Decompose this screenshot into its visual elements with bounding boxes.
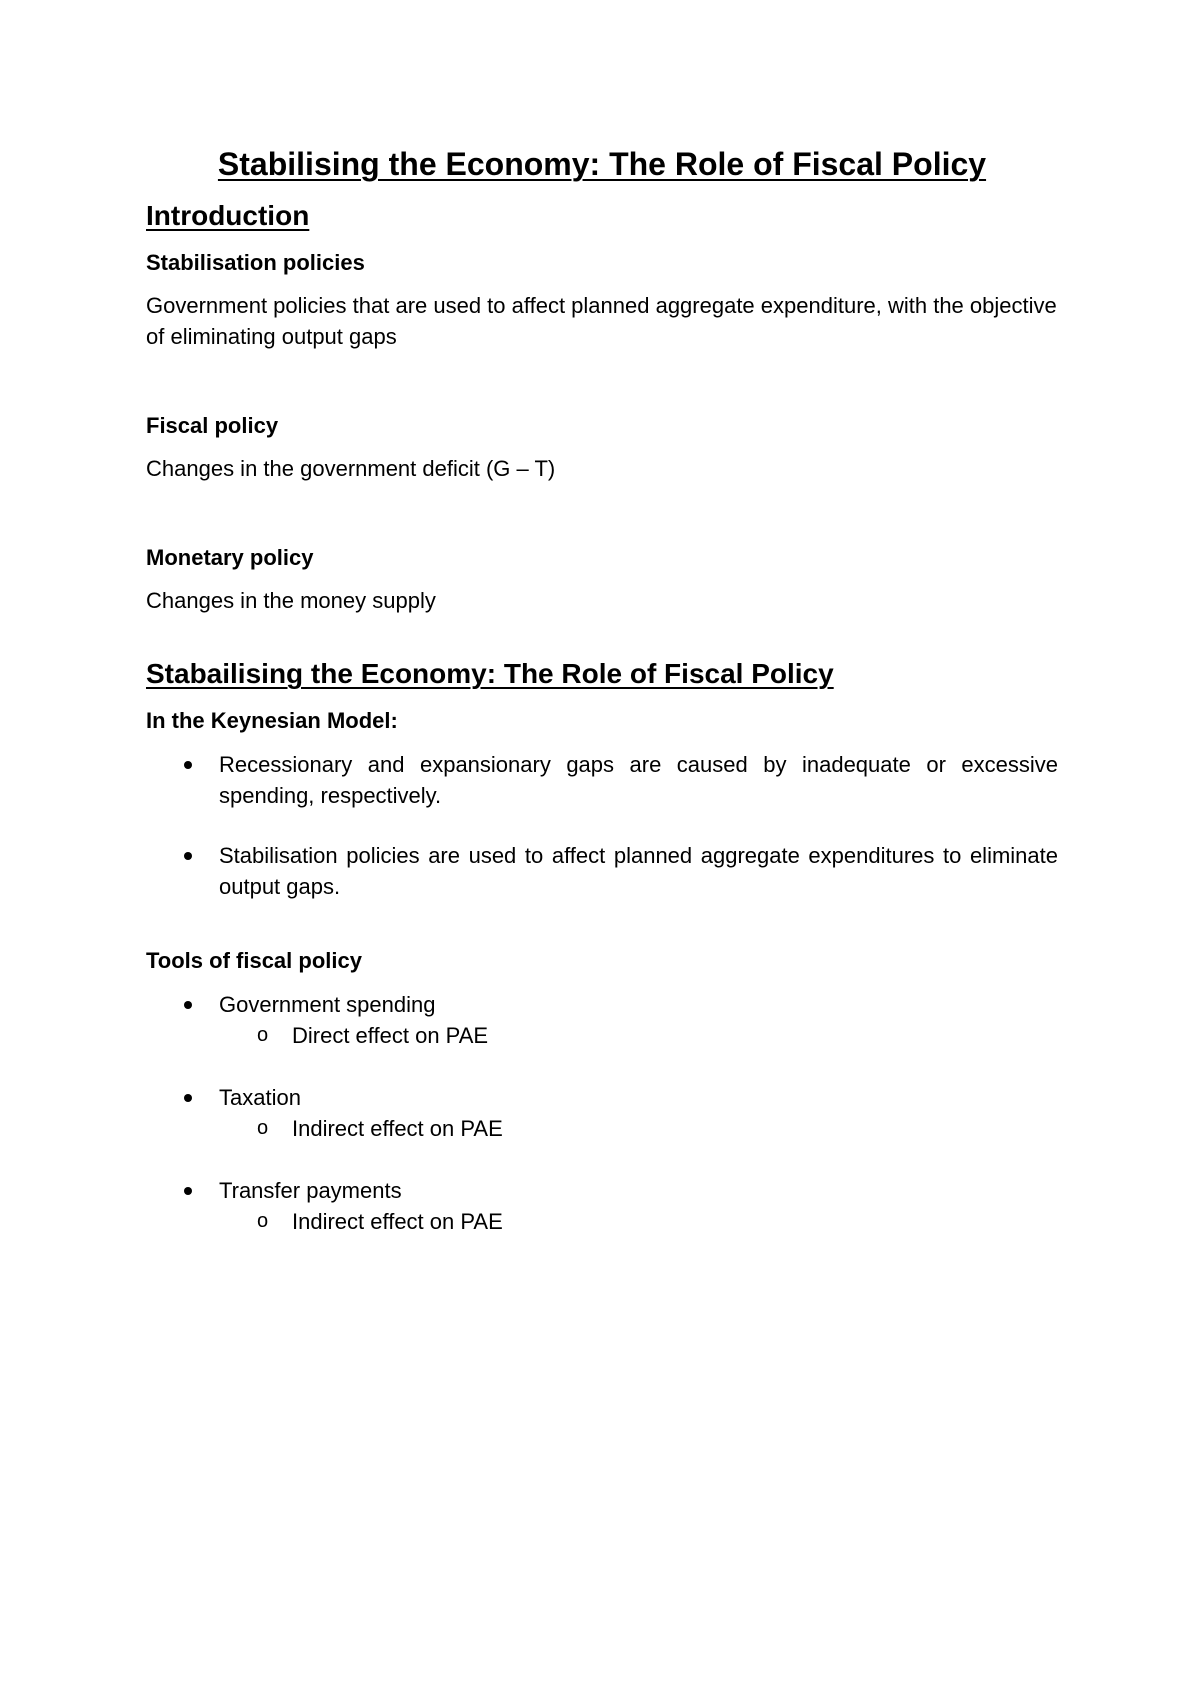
keynesian-point-text: Recessionary and expansionary gaps are caused by inadequate or excessive spending, respectively. <box>219 752 1058 808</box>
tools-heading: Tools of fiscal policy <box>146 948 362 973</box>
bullet-icon <box>184 1187 192 1195</box>
term-stabilisation-policies: Stabilisation policies <box>146 250 365 275</box>
sub-list <box>219 1206 1058 1237</box>
tool-effect: Direct effect on PAE <box>292 1023 489 1048</box>
bullet-icon <box>184 852 192 860</box>
list-item <box>146 840 1058 902</box>
bullet-icon <box>184 1001 192 1009</box>
list-item <box>146 1082 1058 1144</box>
tool-name: Taxation <box>219 1085 301 1110</box>
sub-bullet-marker: o <box>257 1024 269 1046</box>
section-heading-introduction: Introduction <box>146 200 310 231</box>
sub-list-item <box>219 1020 1058 1051</box>
sub-bullet-marker: o <box>257 1117 269 1139</box>
sub-bullet-marker: o <box>257 1210 269 1232</box>
list-item <box>146 749 1058 811</box>
term-monetary-policy: Monetary policy <box>146 545 314 570</box>
sub-list-item <box>219 1206 1058 1237</box>
keynesian-point-text: Stabilisation policies are used to affect planned aggregate expenditures to eliminate output gaps. <box>219 843 1058 899</box>
list-item <box>146 1175 1058 1237</box>
bullet-icon <box>184 1094 192 1102</box>
sub-list-item <box>219 1113 1058 1144</box>
sub-list <box>219 1113 1058 1144</box>
definition-stabilisation-policies: Government policies that are used to affect planned aggregate expenditure, with the objective of eliminating output gaps <box>146 293 1057 349</box>
tool-name: Transfer payments <box>219 1178 402 1203</box>
tool-effect: Indirect effect on PAE <box>292 1209 503 1234</box>
list-item <box>146 989 1058 1051</box>
tool-name: Government spending <box>219 992 436 1017</box>
term-fiscal-policy: Fiscal policy <box>146 413 279 438</box>
document-title: Stabilising the Economy: The Role of Fiscal Policy <box>217 146 987 182</box>
keynesian-points-list <box>146 749 1058 902</box>
tools-list <box>146 989 1058 1237</box>
sub-list <box>219 1020 1058 1051</box>
keynesian-model-heading: In the Keynesian Model: <box>146 708 398 733</box>
definition-monetary-policy: Changes in the money supply <box>146 588 436 613</box>
section-heading-fiscal-role: Stabailising the Economy: The Role of Fiscal Policy <box>146 658 834 689</box>
bullet-icon <box>184 761 192 769</box>
tool-effect: Indirect effect on PAE <box>292 1116 503 1141</box>
definition-fiscal-policy: Changes in the government deficit (G – T) <box>146 456 556 481</box>
